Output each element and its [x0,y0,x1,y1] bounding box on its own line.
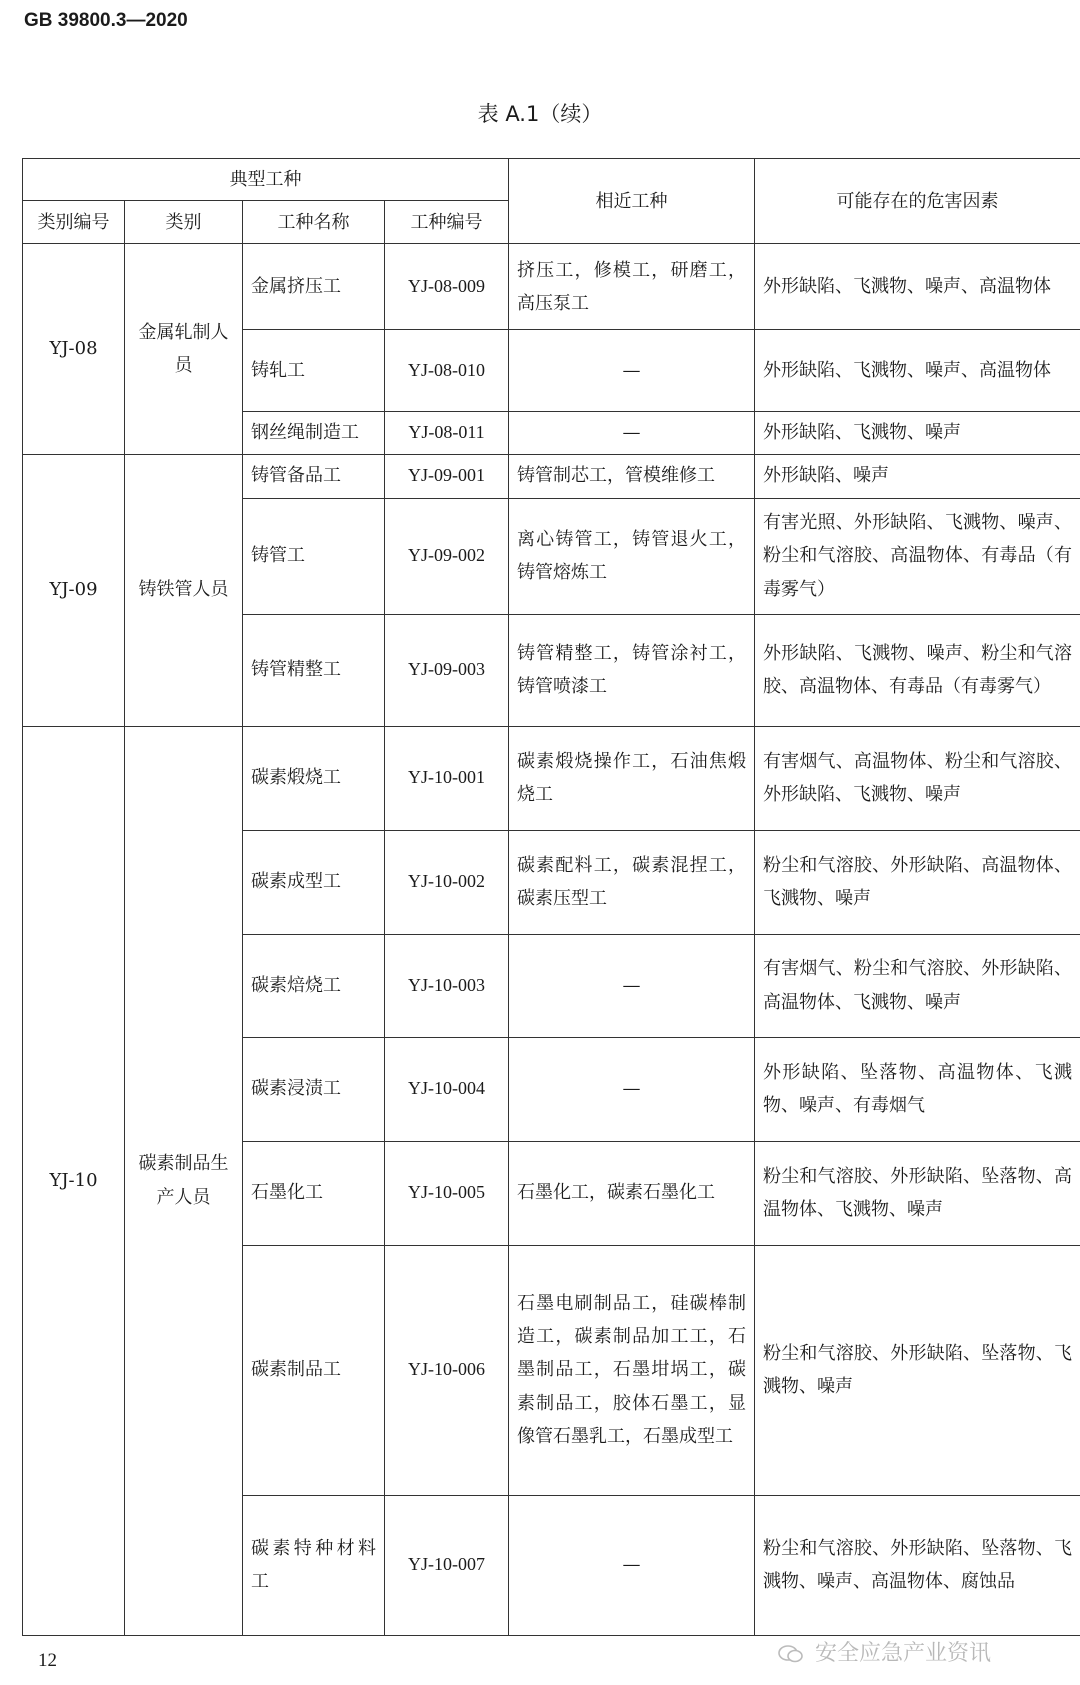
header-typical: 典型工种 [23,159,509,201]
job-code: YJ-10-004 [385,1037,509,1141]
hazards: 粉尘和气溶胶、外形缺陷、坠落物、飞溅物、噪声、高温物体、腐蚀品 [755,1495,1080,1635]
related-jobs: — [509,934,755,1037]
job-name: 钢丝绳制造工 [243,412,385,454]
job-code: YJ-09-001 [385,454,509,498]
header-category-code: 类别编号 [23,201,125,244]
related-jobs: 铸管制芯工，管模维修工 [509,454,755,498]
related-jobs: 铸管精整工，铸管涂衬工，铸管喷漆工 [509,614,755,726]
hazard-table [22,158,1080,1636]
related-jobs: 离心铸管工，铸管退火工，铸管熔炼工 [509,498,755,614]
job-name: 碳素特种材料工 [243,1495,385,1635]
related-jobs: 挤压工，修模工，研磨工，高压泵工 [509,244,755,330]
category-code: YJ-10 [23,726,125,1635]
hazards: 粉尘和气溶胶、外形缺陷、坠落物、飞溅物、噪声 [755,1245,1080,1495]
table-row [23,244,1080,330]
table-row [23,726,1080,830]
job-name: 金属挤压工 [243,244,385,330]
related-jobs: 石墨化工，碳素石墨化工 [509,1141,755,1245]
job-code: YJ-10-005 [385,1141,509,1245]
hazards: 粉尘和气溶胶、外形缺陷、坠落物、高温物体、飞溅物、噪声 [755,1141,1080,1245]
header-related: 相近工种 [509,159,755,244]
job-name: 碳素浸渍工 [243,1037,385,1141]
category-name: 金属轧制人员 [125,244,243,454]
job-name: 铸轧工 [243,330,385,412]
hazards: 外形缺陷、飞溅物、噪声、粉尘和气溶胶、高温物体、有毒品（有毒雾气） [755,614,1080,726]
hazards: 外形缺陷、飞溅物、噪声、高温物体 [755,244,1080,330]
job-code: YJ-10-007 [385,1495,509,1635]
hazards: 外形缺陷、坠落物、高温物体、飞溅物、噪声、有毒烟气 [755,1037,1080,1141]
watermark [778,1636,991,1667]
job-name: 铸管精整工 [243,614,385,726]
related-jobs: — [509,330,755,412]
hazards: 粉尘和气溶胶、外形缺陷、高温物体、飞溅物、噪声 [755,830,1080,934]
job-code: YJ-10-001 [385,726,509,830]
job-name: 铸管备品工 [243,454,385,498]
hazards: 有害烟气、高温物体、粉尘和气溶胶、外形缺陷、飞溅物、噪声 [755,726,1080,830]
header-job-name: 工种名称 [243,201,385,244]
job-code: YJ-09-003 [385,614,509,726]
job-code: YJ-10-003 [385,934,509,1037]
wechat-icon [778,1644,804,1664]
header-job-code: 工种编号 [385,201,509,244]
related-jobs: 碳素煅烧操作工，石油焦煅烧工 [509,726,755,830]
job-code: YJ-09-002 [385,498,509,614]
header-category: 类别 [125,201,243,244]
job-code: YJ-08-009 [385,244,509,330]
category-name: 铸铁管人员 [125,454,243,726]
category-code: YJ-09 [23,454,125,726]
job-code: YJ-10-002 [385,830,509,934]
category-code: YJ-08 [23,244,125,454]
related-jobs: — [509,1037,755,1141]
hazards: 外形缺陷、飞溅物、噪声、高温物体 [755,330,1080,412]
job-name: 石墨化工 [243,1141,385,1245]
header-hazards: 可能存在的危害因素 [755,159,1080,244]
related-jobs: — [509,1495,755,1635]
category-name: 碳素制品生产人员 [125,726,243,1635]
table-row [23,454,1080,498]
related-jobs: 石墨电刷制品工，硅碳棒制造工，碳素制品加工工，石墨制品工，石墨坩埚工，碳素制品工，胶体石墨工，显像管石墨乳工，石墨成型工 [509,1245,755,1495]
job-name: 碳素焙烧工 [243,934,385,1037]
table-caption: 表 A.1（续） [477,102,603,126]
document-code: GB 39800.3—2020 [24,10,188,31]
hazards: 有害烟气、粉尘和气溶胶、外形缺陷、高温物体、飞溅物、噪声 [755,934,1080,1037]
related-jobs: 碳素配料工，碳素混捏工，碳素压型工 [509,830,755,934]
job-code: YJ-10-006 [385,1245,509,1495]
hazards: 外形缺陷、飞溅物、噪声 [755,412,1080,454]
job-code: YJ-08-011 [385,412,509,454]
job-name: 碳素成型工 [243,830,385,934]
job-name: 碳素制品工 [243,1245,385,1495]
watermark-text: 安全应急产业资讯 [815,1641,992,1666]
hazards: 有害光照、外形缺陷、飞溅物、噪声、粉尘和气溶胶、高温物体、有毒品（有毒雾气） [755,498,1080,614]
related-jobs: — [509,412,755,454]
job-code: YJ-08-010 [385,330,509,412]
job-name: 铸管工 [243,498,385,614]
job-name: 碳素煅烧工 [243,726,385,830]
hazards: 外形缺陷、噪声 [755,454,1080,498]
page-number: 12 [38,1650,57,1671]
